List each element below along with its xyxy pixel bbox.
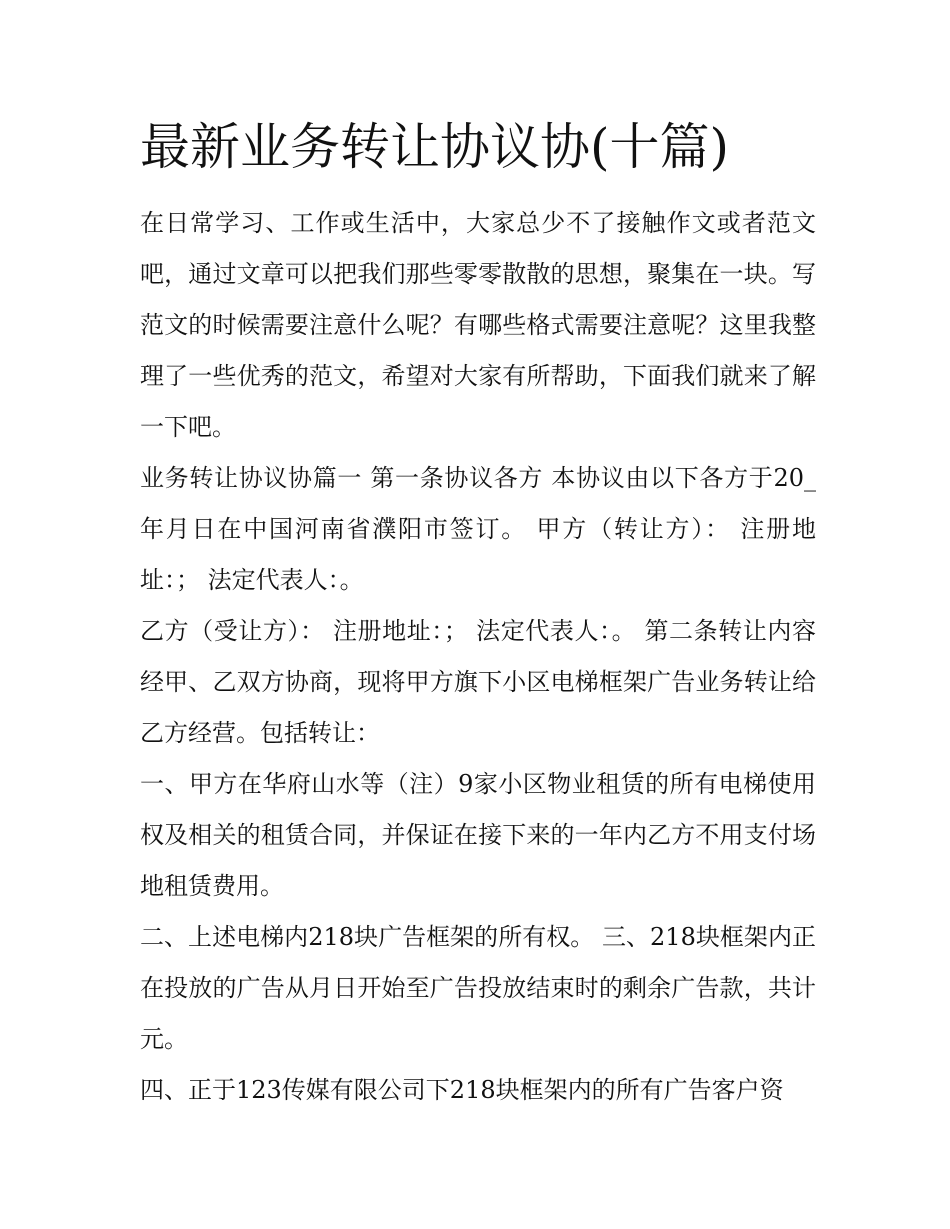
paragraph-1: 业务转让协议协篇一 第一条协议各方 本协议由以下各方于20_年月日在中国河南省濮阳市签订。 甲方（转让方）： 注册地址：； 法定代表人：。 xyxy=(140,464,816,594)
paragraph-2: 乙方（受让方）： 注册地址：； 法定代表人：。 第二条转让内容 经甲、乙双方协商，现将甲方旗下小区电梯框架广告业务转让给乙方经营。包括转让： xyxy=(140,617,816,747)
paragraph-4: 二、上述电梯内218块广告框架的所有权。 三、218块框架内正在投放的广告从月日开始至广告投放结束时的剩余广告款，共计元。 xyxy=(140,923,816,1053)
paragraph-5: 四、正于123传媒有限公司下218块框架内的所有广告客户资 xyxy=(140,1076,784,1104)
paragraph-3: 一、甲方在华府山水等（注）9家小区物业租赁的所有电梯使用权及相关的租赁合同，并保证在接下来的一年内乙方不用支付场地租赁费用。 xyxy=(140,770,816,900)
paragraph-intro: 在日常学习、工作或生活中，大家总少不了接触作文或者范文吧，通过文章可以把我们那些零零散散的思想，聚集在一块。写范文的时候需要注意什么呢？有哪些格式需要注意呢？这里我整理了一些优秀的范文，希望对大家有所帮助，下面我们就来了解一下吧。 xyxy=(140,209,816,441)
document-title: 最新业务转让协议协(十篇) xyxy=(140,118,730,176)
document-body xyxy=(140,198,816,1116)
